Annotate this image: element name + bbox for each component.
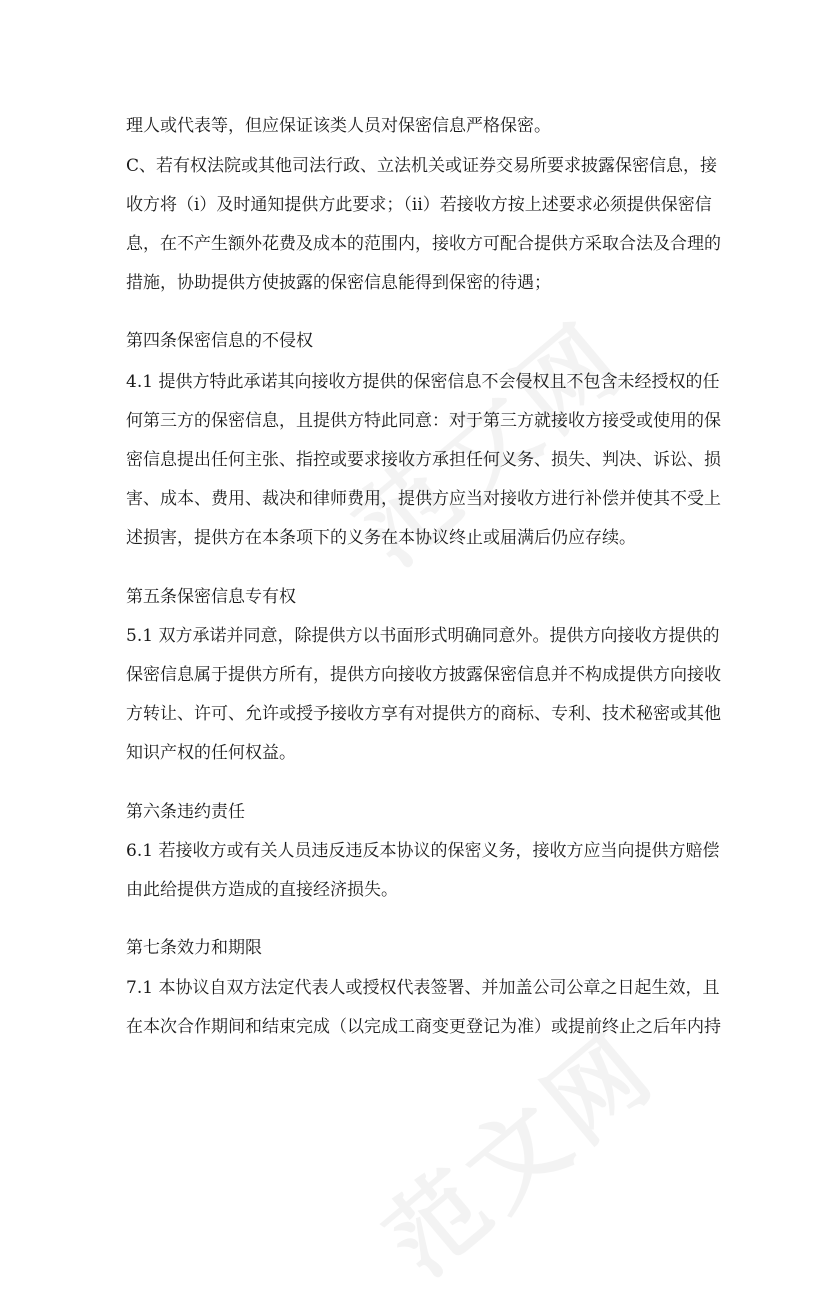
paragraph-line: 密信息提出任何主张、指控或要求接收方承担任何义务、损失、判决、诉讼、损 — [126, 450, 721, 470]
paragraph-line: 息，在不产生额外花费及成本的范围内，接收方可配合提供方采取合法及合理的 — [126, 234, 721, 254]
paragraph-line: 收方将（i）及时通知提供方此要求；（ii）若接收方按上述要求必须提供保密信 — [126, 195, 712, 215]
paragraph-line: 7.1 本协议自双方法定代表人或授权代表签署、并加盖公司公章之日起生效，且 — [126, 978, 720, 998]
section-heading: 第四条保密信息的不侵权 — [126, 331, 313, 351]
paragraph-line: 何第三方的保密信息，且提供方特此同意：对于第三方就接收方接受或使用的保 — [126, 411, 721, 431]
paragraph-line: 6.1 若接收方或有关人员违反违反本协议的保密义务，接收方应当向提供方赔偿 — [126, 841, 720, 861]
paragraph-line: 害、成本、费用、裁决和律师费用，提供方应当对接收方进行补偿并使其不受上 — [126, 489, 721, 509]
paragraph-line: 4.1 提供方特此承诺其向接收方提供的保密信息不会侵权且不包含未经授权的任 — [126, 372, 720, 392]
watermark — [352, 996, 679, 1301]
paragraph-line: 5.1 双方承诺并同意，除提供方以书面形式明确同意外。提供方向接收方提供的 — [126, 626, 720, 646]
section-heading: 第七条效力和期限 — [126, 938, 262, 958]
paragraph-line: 理人或代表等，但应保证该类人员对保密信息严格保密。 — [126, 116, 551, 136]
paragraph-line: C、若有权法院或其他司法行政、立法机关或证券交易所要求披露保密信息，接 — [126, 156, 718, 176]
paragraph-line: 述损害，提供方在本条项下的义务在本协议终止或届满后仍应存续。 — [126, 528, 636, 548]
paragraph-line: 措施，协助提供方使披露的保密信息能得到保密的待遇； — [126, 273, 551, 293]
paragraph-line: 由此给提供方造成的直接经济损失。 — [126, 880, 398, 900]
paragraph-line: 保密信息属于提供方所有，提供方向接收方披露保密信息并不构成提供方向接收 — [126, 665, 721, 685]
paragraph-line: 方转让、许可、允许或授予接收方享有对提供方的商标、专利、技术秘密或其他 — [126, 704, 721, 724]
section-heading: 第六条违约责任 — [126, 802, 245, 822]
section-heading: 第五条保密信息专有权 — [126, 587, 296, 607]
paragraph-line: 在本次合作期间和结束完成（以完成工商变更登记为准）或提前终止之后年内持 — [126, 1017, 721, 1037]
paragraph-line: 知识产权的任何权益。 — [126, 743, 296, 763]
